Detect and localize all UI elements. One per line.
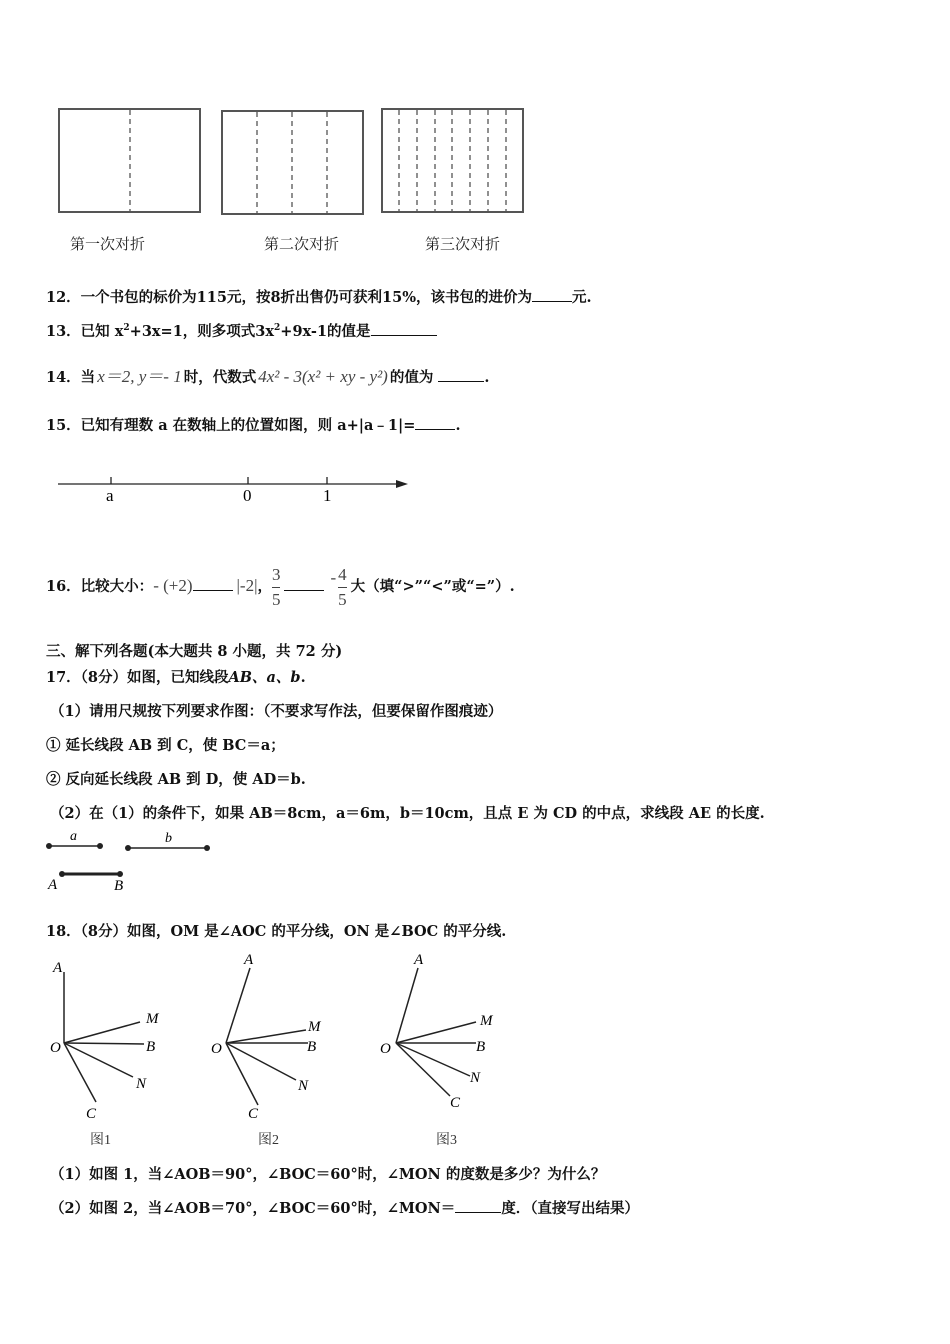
q14-expression: 4x² - 3(x² + xy - y²) bbox=[258, 367, 388, 386]
q17-sub1: （1）请用尺规按下列要求作图：（不要求写作法，但要保留作图痕迹） bbox=[50, 703, 503, 720]
svg-text:C: C bbox=[248, 1106, 259, 1122]
fold-caption-2: 第二次对折 bbox=[264, 235, 340, 253]
question-13 bbox=[46, 320, 437, 341]
q15-answer-blank[interactable] bbox=[415, 417, 455, 430]
fold-rect-2 bbox=[222, 111, 363, 214]
q17-step1: ① 延长线段 AB 到 C，使 BC＝a； bbox=[46, 737, 285, 754]
svg-text:O: O bbox=[380, 1041, 391, 1057]
number-line-label-a: a bbox=[106, 486, 114, 505]
q15-text: 15．已知有理数 a 在数轴上的位置如图，则 a+|a﹣1|= bbox=[46, 417, 416, 434]
q17-segments-figure bbox=[40, 826, 240, 896]
question-12 bbox=[46, 286, 592, 307]
number-line-label-0: 0 bbox=[243, 486, 252, 505]
q17-title: 17．（8分）如图，已知线段AB、a、b. bbox=[46, 669, 306, 686]
q16-blank-1[interactable] bbox=[193, 578, 233, 591]
svg-text:B: B bbox=[307, 1039, 317, 1055]
segment-a-label: a bbox=[70, 829, 77, 844]
angle-figure-1 bbox=[50, 960, 160, 1148]
svg-text:B: B bbox=[476, 1039, 486, 1055]
segment-b-label: b bbox=[165, 831, 172, 846]
q16-end: 大（填“>”“<”或“=”）. bbox=[350, 578, 515, 595]
q13-expr1: $x^2+3x=1$，则多项式 bbox=[114, 323, 256, 340]
q16-expr-a: - (+2) bbox=[153, 576, 193, 595]
q14-num: 14．当 bbox=[46, 369, 96, 386]
q12-text: 12．一个书包的标价为115元，按8折出售仍可获利15%，该书包的进价为 bbox=[46, 289, 532, 306]
q13-answer-blank[interactable] bbox=[371, 323, 437, 336]
figure-3-caption: 图3 bbox=[436, 1133, 457, 1148]
svg-text:O: O bbox=[211, 1041, 222, 1057]
segment-B-label: B bbox=[114, 878, 124, 894]
section-3-heading: 三、解下列各题(本大题共 8 小题，共 72 分) bbox=[46, 643, 343, 660]
q18-title: 18．（8分）如图，OM 是∠AOC 的平分线，ON 是∠BOC 的平分线. bbox=[46, 923, 507, 940]
q16-blank-2[interactable] bbox=[284, 578, 324, 591]
question-16 bbox=[46, 556, 515, 610]
q14-end: 的值为 bbox=[389, 369, 434, 386]
q12-unit: 元. bbox=[572, 289, 592, 306]
svg-text:N: N bbox=[298, 1078, 309, 1094]
q16-neg-sign: - bbox=[330, 568, 337, 587]
q18-angle-figures bbox=[40, 950, 560, 1150]
q14-answer-blank[interactable] bbox=[438, 369, 484, 382]
q13-num: 13．已知 bbox=[46, 323, 110, 340]
svg-text:M: M bbox=[146, 1011, 159, 1027]
number-line bbox=[50, 470, 430, 510]
segment-A-label: A bbox=[48, 877, 58, 893]
angle-figure-3 bbox=[380, 952, 494, 1148]
q18-sub2: （2）如图 2，当∠AOB＝70°，∠BOC＝60°时，∠MON＝ 度．（直接写出结果） bbox=[50, 1200, 640, 1217]
fold-rectangles bbox=[50, 100, 540, 220]
figure-2-caption: 图2 bbox=[258, 1133, 279, 1148]
fold-rect-3 bbox=[382, 109, 523, 212]
q14-mid: 时，代数式 bbox=[183, 369, 257, 386]
svg-text:A: A bbox=[244, 952, 254, 968]
q18-sub1: （1）如图 1，当∠AOB＝90°，∠BOC＝60°时，∠MON 的度数是多少？为什么？ bbox=[50, 1166, 606, 1183]
q14-tail: . bbox=[484, 369, 490, 386]
svg-text:C: C bbox=[450, 1095, 461, 1111]
q16-comma: ， bbox=[257, 578, 272, 595]
svg-text:O: O bbox=[50, 1040, 61, 1056]
q16-fraction-1: $\frac{3}{5}$ bbox=[271, 564, 281, 609]
svg-text:C: C bbox=[86, 1106, 97, 1122]
svg-text:B: B bbox=[146, 1039, 156, 1055]
fold-caption-3: 第三次对折 bbox=[425, 235, 501, 253]
svg-text:N: N bbox=[136, 1076, 147, 1092]
q13-expr2: $3x^2+9x-1$的值是 bbox=[255, 323, 371, 340]
number-line-label-1: 1 bbox=[323, 486, 332, 505]
q15-tail: . bbox=[455, 417, 461, 434]
question-15 bbox=[46, 414, 461, 435]
fold-rect-1 bbox=[59, 109, 200, 212]
q17-sub2: （2）在（1）的条件下，如果 AB＝8cm，a＝6m，b＝10cm，且点 E 为 CD 的中点，求线段 AE 的长度. bbox=[50, 805, 765, 822]
svg-text:M: M bbox=[308, 1019, 321, 1035]
q16-num: 16．比较大小： bbox=[46, 578, 154, 595]
q14-condition: x＝2, y＝- 1 bbox=[97, 367, 182, 386]
angle-figure-2 bbox=[211, 952, 322, 1148]
figure-1-caption: 图1 bbox=[90, 1133, 111, 1148]
q16-fraction-2: $\frac{4}{5}$ bbox=[338, 564, 347, 609]
q18-answer-blank[interactable] bbox=[455, 1200, 501, 1213]
svg-text:N: N bbox=[470, 1070, 481, 1086]
q17-step2: ② 反向延长线段 AB 到 D，使 AD＝b. bbox=[46, 771, 306, 788]
q16-expr-b: |-2| bbox=[236, 576, 258, 595]
fold-caption-1: 第一次对折 bbox=[70, 235, 146, 253]
svg-text:A: A bbox=[53, 960, 63, 976]
svg-text:A: A bbox=[414, 952, 424, 968]
svg-text:M: M bbox=[480, 1013, 493, 1029]
question-14 bbox=[46, 362, 489, 387]
q12-answer-blank[interactable] bbox=[532, 289, 572, 302]
